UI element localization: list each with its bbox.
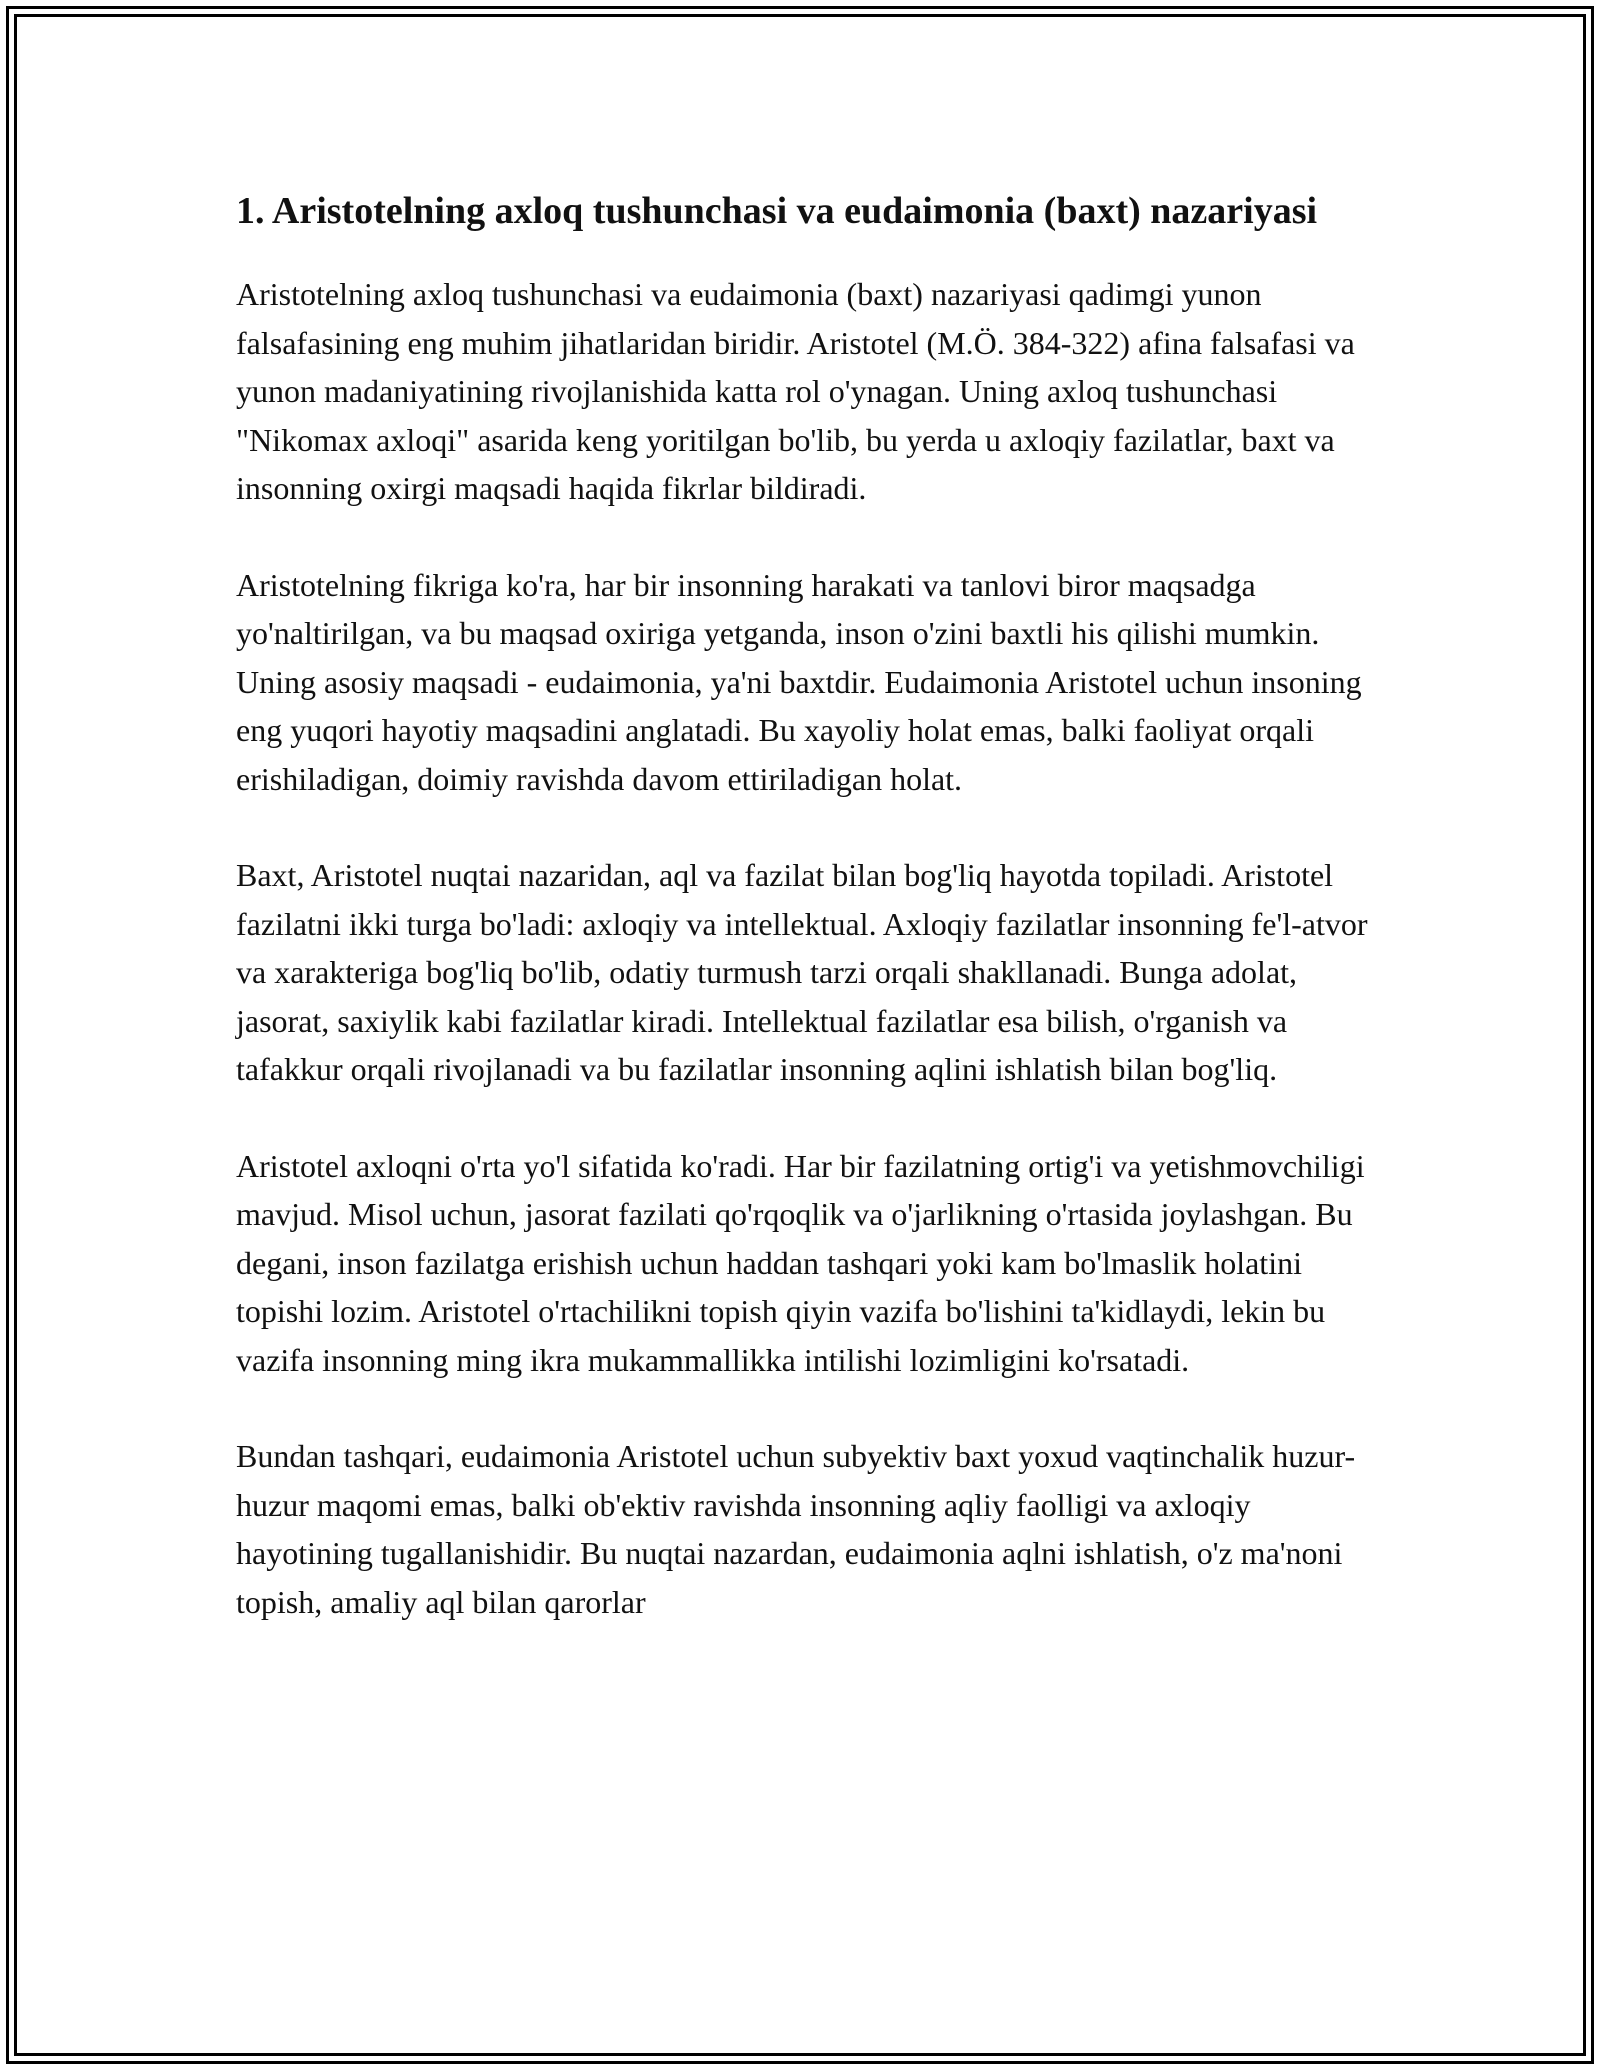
paragraph-1: Aristotelning axloq tushunchasi va eudaimonia (baxt) nazariyasi qadimgi yunon falsafasining eng muhim jihatlaridan biridir. Aristotel (M.Ö. 384-322) afina falsafasi va yunon madaniyatining rivojlanishida katta rol o'ynagan. Uning axloq tushunchasi "Nikomax axloqi" asarida keng yoritilgan bo'lib, bu yerda u axloqiy fazilatlar, baxt va insonning oxirgi maqsadi haqida fikrlar bildiradi. xyxy=(236,276,1355,506)
paragraph-4: Aristotel axloqni o'rta yo'l sifatida ko'radi. Har bir fazilatning ortig'i va yetishmovchiligi mavjud. Misol uchun, jasorat fazilati qo'rqoqlik va o'jarlikning o'rtasida joylashgan. Bu degani, inson fazilatga erishish uchun haddan tashqari yoki kam bo'lmaslik holatini topishi lozim. Aristotel o'rtachilikni topish qiyin vazifa bo'lishini ta'kidlaydi, lekin bu vazifa insonning ming ikra mukammallikka intilishi lozimligini ko'rsatadi. xyxy=(236,1147,1365,1378)
document-body xyxy=(236,184,1386,1674)
paragraph-2: Aristotelning fikriga ko'ra, har bir insonning harakati va tanlovi biror maqsadga yo'naltirilgan, va bu maqsad oxiriga yetganda, inson o'zini baxtli his qilishi mumkin. Uning asosiy maqsadi - eudaimonia, ya'ni baxtdir. Eudaimonia Aristotel uchun insoning eng yuqori hayotiy maqsadini anglatadi. Bu xayoliy holat emas, balki faoliyat orqali erishiladigan, doimiy ravishda davom ettiriladigan holat. xyxy=(236,566,1362,797)
paragraph-5: Bundan tashqari, eudaimonia Aristotel uchun subyektiv baxt yoxud vaqtinchalik huzur-huzur maqomi emas, balki ob'ektiv ravishda insonning aqliy faolligi va axloqiy hayotining tugallanishidir. Bu nuqtai nazardan, eudaimonia aqlni ishlatish, o'z ma'noni topish, amaliy aql bilan qarorlar xyxy=(236,1438,1356,1620)
paragraph-3: Baxt, Aristotel nuqtai nazaridan, aql va fazilat bilan bog'liq hayotda topiladi. Aristotel fazilatni ikki turga bo'ladi: axloqiy va intellektual. Axloqiy fazilatlar insonning fe'l-atvor va xarakteriga bog'liq bo'lib, odatiy turmush tarzi orqali shakllanadi. Bunga adolat, jasorat, saxiylik kabi fazilatlar kiradi. Intellektual fazilatlar esa bilish, o'rganish va tafakkur orqali rivojlanadi va bu fazilatlar insonning aqlini ishlatish bilan bog'liq. xyxy=(236,857,1368,1087)
document-title: 1. Aristotelning axloq tushunchasi va eudaimonia (baxt) nazariyasi xyxy=(236,190,1318,232)
